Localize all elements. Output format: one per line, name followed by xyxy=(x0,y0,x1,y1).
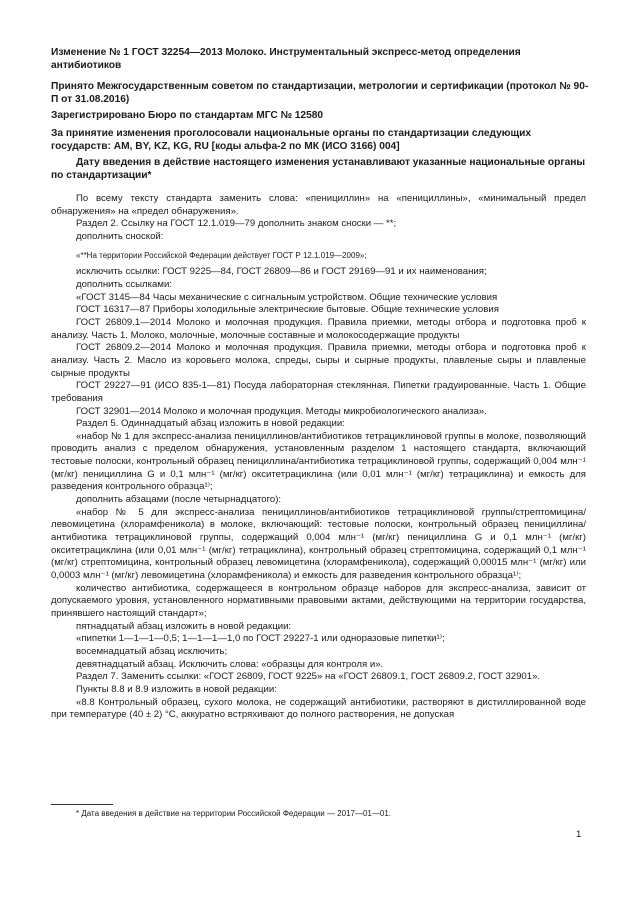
paragraph: восемнадцатый абзац исключить; xyxy=(76,645,228,657)
reference-item: ГОСТ 26809.1—2014 Молоко и молочная продукция. Правила приемки, методы отбора и подготовка проб к анализу. Часть 1. Молоко, молочные, молочные составные и молокосодержащие продукты xyxy=(51,316,586,341)
paragraph: Раздел 7. Заменить ссылки: «ГОСТ 26809, ГОСТ 9225» на «ГОСТ 26809.1, ГОСТ 26809.2, ГОСТ 32901». xyxy=(76,671,541,683)
footnote: * Дата введения в действие на территории Российской Федерации — 2017—01—01. xyxy=(76,809,391,818)
paragraph: Раздел 2. Ссылку на ГОСТ 12.1.019—79 дополнить знаком сноски — **; xyxy=(76,218,397,230)
reference-item: ГОСТ 26809.2—2014 Молоко и молочная продукция. Правила приемки, методы отбора и подготовка проб к анализу. Часть 2. Масло из коровьего молока, спреды, сыры и сырные продукты, плавленые сыры и плавленые сырные продукты xyxy=(51,342,586,379)
paragraph: дополнить сноской: xyxy=(76,230,164,242)
paragraph: По всему тексту стандарта заменить слова: «пенициллин» на «пенициллины», «минимальный предел обнаружения» на «предел обнаружения». xyxy=(51,193,586,217)
voting-statement: За принятие изменения проголосовали национальные органы по стандартизации следующих государств: AM, BY, KZ, KG, RU [коды альфа-2 по МК (ИСО 3166) 004] xyxy=(51,128,532,152)
footnote-insert: «**На территории Российской Федерации действует ГОСТ Р 12.1.019—2009»; xyxy=(76,250,367,260)
intro-date-statement: Дату введения в действие настоящего изменения устанавливают указанные национальные органы по стандартизации* xyxy=(51,157,586,181)
footnote-divider xyxy=(51,804,113,805)
paragraph: количество антибиотика, содержащееся в контрольном образце наборов для экспресс-анализа, зависит от допускаемого уровня, установленного нормативными правовыми актами, действующими на территории государства, принявшего настоящий стандарт»; xyxy=(51,582,586,619)
paragraph: «пипетки 1—1—1—0,5; 1—1—1—1,0 по ГОСТ 29227-1 или одноразовые пипетки¹⁾; xyxy=(76,633,445,645)
paragraph: «8.8 Контрольный образец, сухого молока, не содержащий антибиотики, растворяют в дистиллированной воде при температуре (40 ± 2) °С, аккуратно встряхивают до полного растворения, не допуская xyxy=(51,696,586,721)
paragraph: пятнадцатый абзац изложить в новой редакции: xyxy=(76,620,292,632)
reference-item: «ГОСТ 3145—84 Часы механические с сигнальным устройством. Общие технические условия xyxy=(76,291,498,303)
paragraph: дополнить абзацами (после четырнадцатого): xyxy=(76,494,282,506)
paragraph: девятнадцатый абзац. Исключить слова: «образцы для контроля и». xyxy=(76,658,384,670)
adoption-statement: Принято Межгосударственным советом по стандартизации, метрологии и сертификации (протокол № 90-П от 31.08.2016) xyxy=(51,81,589,105)
registration-statement: Зарегистрировано Бюро по стандартам МГС № 12580 xyxy=(51,110,324,121)
reference-item: ГОСТ 32901—2014 Молоко и молочная продукция. Методы микробиологического анализа». xyxy=(76,405,487,417)
paragraph: «набор № 1 для экспресс-анализа пенициллинов/антибиотиков тетрациклиновой группы в молоке, позволяющий проводить анализ с пределом обнаружения, установленным разделом 1 настоящего стандарта, включающий тестовые полоски, контрольный образец пенициллина/антибиотика тетрациклиновой группы, содержащий 0,004 млн⁻¹ (мг/кг) пенициллина G и 0,1 млн⁻¹ (мг/кг) окситетрациклина (или 0,01 млн⁻¹ (мг/кг) тетрациклина) и емкость для разведения контрольного образца¹⁾; xyxy=(51,430,586,493)
paragraph: исключить ссылки: ГОСТ 9225—84, ГОСТ 26809—86 и ГОСТ 29169—91 и их наименования; xyxy=(76,266,487,278)
paragraph: Пункты 8.8 и 8.9 изложить в новой редакции: xyxy=(76,683,277,695)
paragraph: Раздел 5. Одиннадцатый абзац изложить в новой редакции: xyxy=(76,418,345,430)
amendment-title: Изменение № 1 ГОСТ 32254—2013 Молоко. Инструментальный экспресс-метод определения антибиотиков xyxy=(51,47,521,71)
reference-item: ГОСТ 16317—87 Приборы холодильные электрические бытовые. Общие технические условия xyxy=(76,304,499,316)
paragraph: «набор № 5 для экспресс-анализа пенициллинов/антибиотиков тетрациклиновой группы/стрептомицина/левомицетина (хлорамфеникола) в молоке, включающий: тестовые полоски, контрольный образец пенициллина/антибиотика тетрациклиновой группы, содержащий 0,004 млн⁻¹ (мг/кг) пенициллина G и 0,1 млн⁻¹ (мг/кг) окситетрациклина (или 0,01 млн⁻¹ (мг/кг) тетрациклина), контрольный образец стрептомицина, содержащий 0,1 млн⁻¹ (мг/кг) стрептомицина, контрольный образец левомицетина (хлорамфеникола), содержащий 0,00015 млн⁻¹ (мг/кг) или 0,0003 млн⁻¹ (мг/кг) левомицетина (хлорамфеникола) и емкость для разведения контрольного образца¹⁾; xyxy=(51,506,586,582)
paragraph: дополнить ссылками: xyxy=(76,278,173,290)
reference-item: ГОСТ 29227—91 (ИСО 835-1—81) Посуда лабораторная стеклянная. Пипетки градуированные. Часть 1. Общие требования xyxy=(51,380,586,404)
page-number: 1 xyxy=(576,829,582,840)
amendment-body xyxy=(51,193,586,722)
